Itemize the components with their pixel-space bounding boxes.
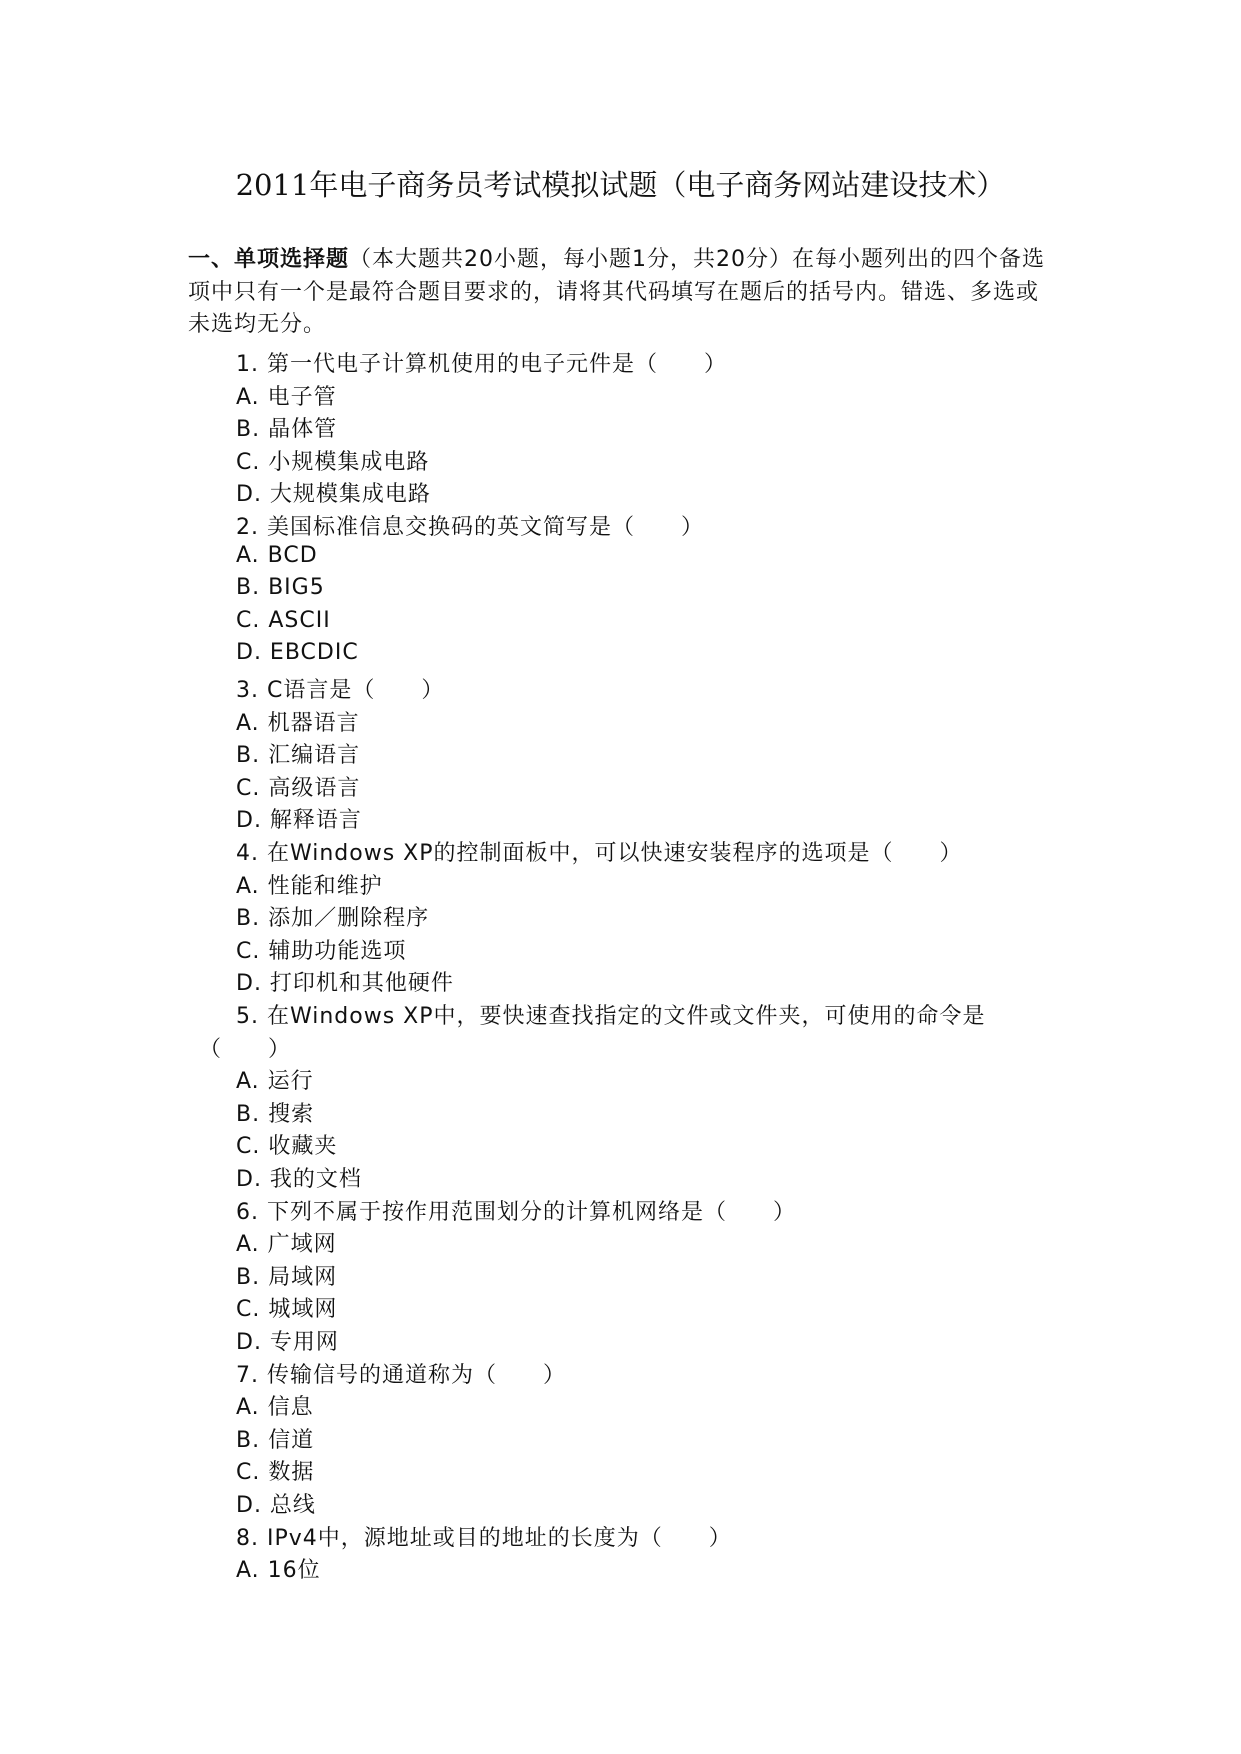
option-line: D. 我的文档	[236, 1167, 362, 1192]
option-line: D. 打印机和其他硬件	[236, 971, 454, 997]
question-line: 5. 在Windows XP中，要快速查找指定的文件或文件夹，可使用的命令是	[236, 1004, 986, 1029]
question-line: 7. 传输信号的通道称为（ ）	[236, 1362, 566, 1388]
question-continuation: （ ）	[199, 1036, 292, 1062]
option-line: A. BCD	[236, 542, 318, 568]
question-line: 6. 下列不属于按作用范围划分的计算机网络是（ ）	[236, 1199, 796, 1225]
option-line: A. 运行	[236, 1069, 314, 1095]
option-line: B. BIG5	[236, 575, 325, 601]
question-line: 4. 在Windows XP的控制面板中，可以快速安装程序的选项是（ ）	[236, 841, 963, 866]
section-intro	[188, 244, 1058, 342]
question-line: 1. 第一代电子计算机使用的电子元件是（ ）	[236, 352, 727, 377]
option-line: A. 16位	[236, 1558, 321, 1584]
option-line: B. 信道	[236, 1427, 315, 1453]
page-title: 2011年电子商务员考试模拟试题（电子商务网站建设技术）	[235, 168, 1006, 202]
question-line: 8. IPv4中，源地址或目的地址的长度为（ ）	[236, 1525, 732, 1551]
option-line: B. 添加／删除程序	[236, 906, 430, 932]
option-line: D. 大规模集成电路	[236, 482, 431, 508]
option-line: A. 机器语言	[236, 710, 360, 736]
option-line: C. 高级语言	[236, 775, 361, 801]
section-heading: 一、单项选择题	[188, 247, 350, 272]
option-line: C. 城域网	[236, 1297, 338, 1323]
question-line: 3. C语言是（ ）	[236, 678, 445, 703]
question-line: 2. 美国标准信息交换码的英文简写是（ ）	[236, 515, 704, 540]
option-line: B. 搜索	[236, 1101, 315, 1127]
option-line: B. 局域网	[236, 1264, 338, 1290]
option-line: B. 晶体管	[236, 417, 338, 443]
option-line: C. 数据	[236, 1460, 315, 1486]
option-line: D. 专用网	[236, 1330, 339, 1355]
option-line: D. EBCDIC	[236, 640, 359, 666]
option-line: D. 总线	[236, 1493, 316, 1518]
option-line: C. 小规模集成电路	[236, 449, 430, 475]
option-line: C. 辅助功能选项	[236, 938, 407, 964]
option-line: A. 电子管	[236, 384, 337, 410]
section-instruction: （本大题共20小题，每小题1分，共20分）在每小题列出的四个备选项中只有一个是最符合题目要求的，请将其代码填写在题后的括号内。错选、多选或未选均无分。	[188, 247, 1046, 338]
option-line: A. 信息	[236, 1395, 314, 1421]
option-line: A. 性能和维护	[236, 873, 383, 899]
option-line: D. 解释语言	[236, 808, 362, 834]
option-line: A. 广域网	[236, 1232, 337, 1258]
option-line: B. 汇编语言	[236, 743, 361, 769]
option-line: C. ASCII	[236, 607, 331, 633]
option-line: C. 收藏夹	[236, 1134, 338, 1160]
